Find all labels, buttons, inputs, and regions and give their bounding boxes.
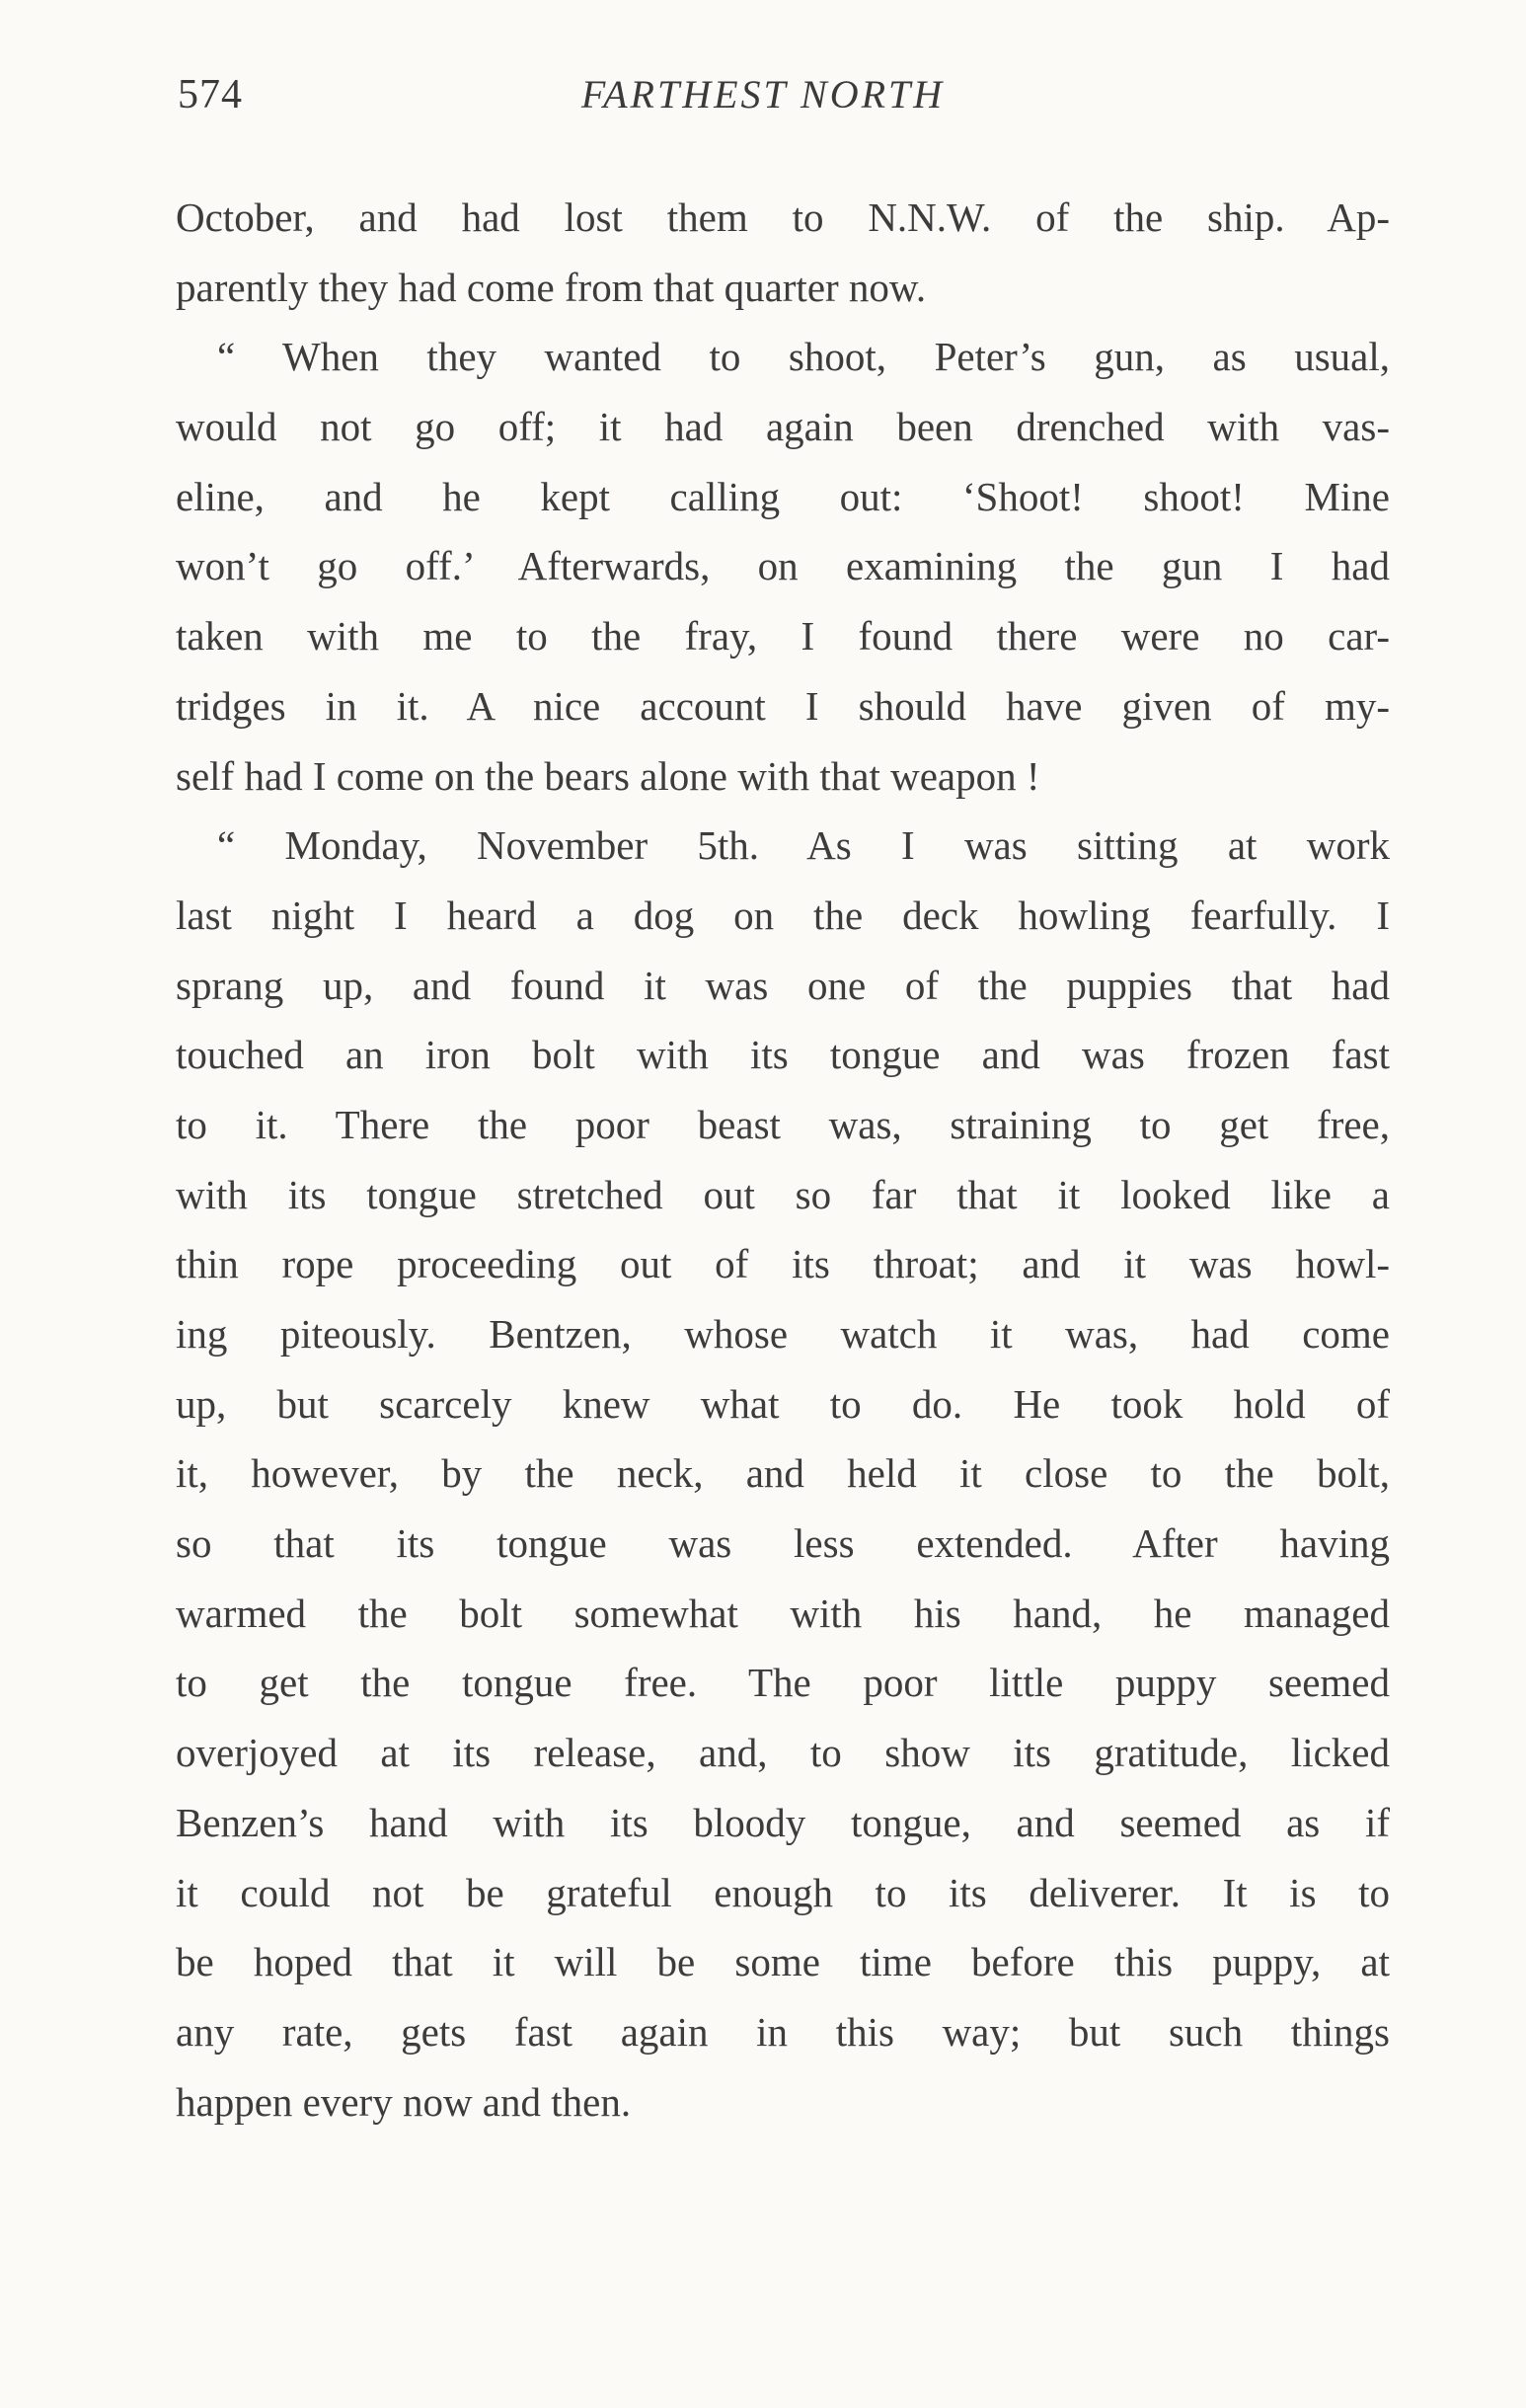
text-line: to it. There the poor beast was, straining to get free, — [176, 1101, 1390, 1147]
text-line: October, and had lost them to N.N.W. of the ship. Ap- — [176, 194, 1390, 240]
text-line: it, however, by the neck, and held it close to the bolt, — [176, 1450, 1390, 1497]
page-number: 574 — [178, 72, 243, 117]
text-line: touched an iron bolt with its tongue and was frozen fast — [176, 1032, 1390, 1078]
text-line: sprang up, and found it was one of the puppies that had — [176, 962, 1390, 1008]
text-line: tridges in it. A nice account I should have given of my- — [176, 682, 1390, 729]
text-line: any rate, gets fast again in this way; but such things — [176, 2008, 1390, 2055]
text-line: thin rope proceeding out of its throat; and it was howl- — [176, 1241, 1390, 1287]
text-line: “ Monday, November 5th. As I was sitting at work — [217, 822, 1390, 869]
text-line: self had I come on the bears alone with that weapon ! — [176, 752, 1040, 799]
text-line: warmed the bolt somewhat with his hand, he managed — [176, 1590, 1390, 1636]
body-text — [176, 183, 1390, 2136]
text-line: so that its tongue was less extended. After having — [176, 1520, 1390, 1567]
text-line: parently they had come from that quarter now. — [176, 264, 927, 310]
text-line: last night I heard a dog on the deck howling fearfully. I — [176, 892, 1390, 938]
text-line: ing piteously. Bentzen, whose watch it was, had come — [176, 1311, 1390, 1357]
text-line: to get the tongue free. The poor little puppy seemed — [176, 1660, 1390, 1706]
text-line: happen every now and then. — [176, 2078, 632, 2125]
text-line: overjoyed at its release, and, to show its gratitude, licked — [176, 1730, 1390, 1776]
text-line: would not go off; it had again been drenched with vas- — [176, 404, 1390, 450]
text-line: it could not be grateful enough to its deliverer. It is to — [176, 1869, 1390, 1915]
text-line: up, but scarcely knew what to do. He took hold of — [176, 1380, 1390, 1427]
running-title: FARTHEST NORTH — [580, 72, 946, 117]
text-line: Benzen’s hand with its bloody tongue, and seemed as if — [176, 1799, 1390, 1845]
text-line: taken with me to the fray, I found there were no car- — [176, 613, 1390, 660]
text-line: be hoped that it will be some time before this puppy, at — [176, 1939, 1390, 1985]
text-line: with its tongue stretched out so far that it looked like a — [176, 1171, 1390, 1217]
text-line: eline, and he kept calling out: ‘Shoot! shoot! Mine — [176, 473, 1390, 519]
text-line: “ When they wanted to shoot, Peter’s gun, as usual, — [217, 334, 1390, 380]
text-line: won’t go off.’ Afterwards, on examining the gun I had — [176, 543, 1390, 589]
